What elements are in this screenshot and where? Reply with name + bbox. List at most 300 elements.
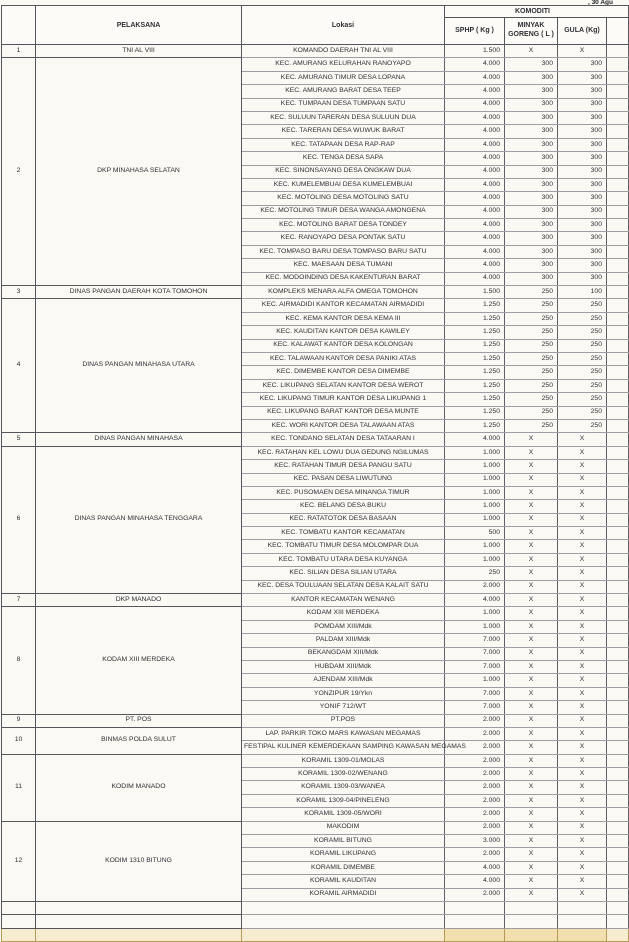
sphp-cell: 1.250 (445, 419, 505, 432)
header-extra-column (607, 18, 629, 45)
gula-cell: X (558, 821, 607, 834)
minyak-goreng-cell: X (505, 768, 558, 781)
sphp-cell: 2.000 (445, 888, 505, 901)
lokasi-cell: KORAMIL 1309-02/WENANG (242, 768, 445, 781)
sphp-cell: 2.000 (445, 808, 505, 821)
lokasi-cell: KORAMIL BITUNG (242, 835, 445, 848)
extra-cell (607, 647, 629, 660)
extra-cell (607, 714, 629, 727)
minyak-goreng-cell: 250 (505, 299, 558, 312)
extra-cell (607, 152, 629, 165)
lokasi-cell: KEC. MAESAAN DESA TUMANI (242, 259, 445, 272)
gula-cell: 300 (558, 152, 607, 165)
gula-cell (558, 915, 607, 928)
sphp-cell: 4.000 (445, 205, 505, 218)
sphp-cell: 4.000 (445, 138, 505, 151)
sphp-cell: 1.250 (445, 312, 505, 325)
minyak-goreng-cell: 300 (505, 58, 558, 71)
gula-cell: X (558, 540, 607, 553)
gula-cell: X (558, 486, 607, 499)
sphp-cell: 1.000 (445, 607, 505, 620)
sphp-cell: 1.250 (445, 379, 505, 392)
lokasi-cell: POMDAM XIII/Mdk (242, 620, 445, 633)
gula-cell: 300 (558, 58, 607, 71)
minyak-goreng-cell: X (505, 647, 558, 660)
gula-cell: X (558, 875, 607, 888)
lokasi-cell: KEC. TATAPAAN DESA RAP-RAP (242, 138, 445, 151)
sphp-cell: 4.000 (445, 71, 505, 84)
lokasi-cell: KEC. BELANG DESA BUKU (242, 500, 445, 513)
gula-cell: X (558, 607, 607, 620)
gula-cell (558, 902, 607, 915)
pelaksana-cell (36, 902, 242, 915)
sphp-cell: 1.500 (445, 286, 505, 299)
extra-cell (607, 71, 629, 84)
lokasi-cell: KEC. AMURANG TIMUR DESA LOPANA (242, 71, 445, 84)
lokasi-cell: KEC. MODOINDING DESA KAKENTURAN BARAT (242, 272, 445, 285)
minyak-goreng-cell: 300 (505, 125, 558, 138)
extra-cell (607, 205, 629, 218)
minyak-goreng-cell: 300 (505, 259, 558, 272)
lokasi-cell: KEC. TOMBATU UTARA DESA KUYANGA (242, 553, 445, 566)
sphp-cell: 7.000 (445, 634, 505, 647)
sphp-cell: 4.000 (445, 165, 505, 178)
lokasi-cell: KANTOR KECAMATAN WENANG (242, 594, 445, 607)
gula-cell: 300 (558, 111, 607, 124)
lokasi-cell: KEC. RANOYAPO DESA PONTAK SATU (242, 232, 445, 245)
lokasi-cell: KEC. TOMBATU TIMUR DESA MOLOMPAR DUA (242, 540, 445, 553)
extra-cell (607, 701, 629, 714)
header-minyak-goreng: MINYAK GORENG ( L ) (505, 18, 558, 45)
extra-cell (607, 419, 629, 432)
extra-cell (607, 768, 629, 781)
minyak-goreng-cell: 250 (505, 326, 558, 339)
gula-cell: 300 (558, 272, 607, 285)
extra-cell (607, 540, 629, 553)
gula-cell: X (558, 674, 607, 687)
sphp-cell: 4.000 (445, 861, 505, 874)
extra-cell (607, 928, 629, 941)
sphp-cell: 1.250 (445, 366, 505, 379)
gula-cell: X (558, 460, 607, 473)
minyak-goreng-cell: X (505, 861, 558, 874)
sphp-cell: 7.000 (445, 660, 505, 673)
minyak-goreng-cell: 300 (505, 178, 558, 191)
minyak-goreng-cell: 250 (505, 379, 558, 392)
sphp-cell: 4.000 (445, 245, 505, 258)
minyak-goreng-cell: X (505, 540, 558, 553)
sphp-cell: 1.250 (445, 339, 505, 352)
gula-cell: 250 (558, 339, 607, 352)
page-top-note: , 30 Agu (587, 0, 613, 6)
empty-row (2, 915, 629, 928)
lokasi-cell: KORAMIL 1309-01/MOLAS (242, 754, 445, 767)
gula-cell: X (558, 647, 607, 660)
minyak-goreng-cell: X (505, 473, 558, 486)
sphp-cell: 1.250 (445, 393, 505, 406)
extra-cell (607, 727, 629, 740)
minyak-goreng-cell: X (505, 634, 558, 647)
extra-cell (607, 687, 629, 700)
pelaksana-cell: DINAS PANGAN DAERAH KOTA TOMOHON (36, 286, 242, 299)
sphp-cell: 4.000 (445, 594, 505, 607)
minyak-goreng-cell: 250 (505, 352, 558, 365)
row-number-cell: 7 (2, 594, 36, 607)
table-row (2, 286, 629, 299)
gula-cell: 250 (558, 419, 607, 432)
minyak-goreng-cell: 300 (505, 219, 558, 232)
sphp-cell: 2.000 (445, 741, 505, 754)
extra-cell (607, 861, 629, 874)
minyak-goreng-cell: X (505, 45, 558, 58)
minyak-goreng-cell: X (505, 594, 558, 607)
lokasi-cell: AJENDAM XIII/Mdk (242, 674, 445, 687)
table-row (2, 58, 629, 71)
extra-cell (607, 794, 629, 807)
row-number-cell: 9 (2, 714, 36, 727)
sphp-cell: 7.000 (445, 701, 505, 714)
minyak-goreng-cell: 300 (505, 138, 558, 151)
sphp-cell: 4.000 (445, 98, 505, 111)
row-number-cell (2, 915, 36, 928)
lokasi-cell: KEC. AIRMADIDI KANTOR KECAMATAN AIRMADIDI (242, 299, 445, 312)
extra-cell (607, 620, 629, 633)
gula-cell: 300 (558, 205, 607, 218)
lokasi-cell: KORAMIL DIMEMBE (242, 861, 445, 874)
sphp-cell: 7.000 (445, 687, 505, 700)
gula-cell: 300 (558, 71, 607, 84)
lokasi-cell: KEC. AMURANG KELURAHAN RANOYAPO (242, 58, 445, 71)
extra-cell (607, 433, 629, 446)
gula-cell: X (558, 754, 607, 767)
extra-cell (607, 875, 629, 888)
sphp-cell: 2.000 (445, 754, 505, 767)
row-number-cell (2, 928, 36, 941)
sphp-cell: 3.000 (445, 835, 505, 848)
minyak-goreng-cell: 250 (505, 406, 558, 419)
lokasi-cell: KEC. SULUUN TARERAN DESA SULUUN DUA (242, 111, 445, 124)
extra-cell (607, 848, 629, 861)
gula-cell: X (558, 660, 607, 673)
sphp-cell: 2.000 (445, 768, 505, 781)
sphp-cell: 2.000 (445, 714, 505, 727)
gula-cell: 250 (558, 379, 607, 392)
minyak-goreng-cell: 300 (505, 232, 558, 245)
minyak-goreng-cell (505, 915, 558, 928)
row-number-cell: 5 (2, 433, 36, 446)
row-number-cell: 1 (2, 45, 36, 58)
minyak-goreng-cell: X (505, 888, 558, 901)
minyak-goreng-cell: X (505, 875, 558, 888)
extra-cell (607, 406, 629, 419)
gula-cell: X (558, 714, 607, 727)
minyak-goreng-cell: 300 (505, 192, 558, 205)
sphp-cell: 7.000 (445, 647, 505, 660)
extra-cell (607, 339, 629, 352)
lokasi-cell: KEC. RATAHAN TIMUR DESA PANGU SATU (242, 460, 445, 473)
gula-cell: X (558, 808, 607, 821)
sphp-cell: 4.000 (445, 178, 505, 191)
extra-cell (607, 460, 629, 473)
lokasi-cell: KORAMIL KAUDITAN (242, 875, 445, 888)
sphp-cell: 1.250 (445, 406, 505, 419)
minyak-goreng-cell: X (505, 821, 558, 834)
minyak-goreng-cell: X (505, 513, 558, 526)
sphp-cell: 4.000 (445, 232, 505, 245)
extra-cell (607, 915, 629, 928)
minyak-goreng-cell: 250 (505, 286, 558, 299)
sphp-cell: 2.000 (445, 821, 505, 834)
gula-cell: X (558, 567, 607, 580)
extra-cell (607, 902, 629, 915)
distribution-table (1, 5, 629, 942)
header-pelaksana: PELAKSANA (36, 6, 242, 45)
minyak-goreng-cell: 300 (505, 272, 558, 285)
lokasi-cell: KEC. DIMEMBE KANTOR DESA DIMEMBE (242, 366, 445, 379)
gula-cell: 300 (558, 125, 607, 138)
empty-row (2, 902, 629, 915)
lokasi-cell: YONZIPUR 19/Ykn (242, 687, 445, 700)
sphp-cell: 1.500 (445, 45, 505, 58)
extra-cell (607, 286, 629, 299)
sphp-cell: 1.000 (445, 674, 505, 687)
minyak-goreng-cell: X (505, 781, 558, 794)
lokasi-cell: KEC. TUMPAAN DESA TUMPAAN SATU (242, 98, 445, 111)
lokasi-cell: KEC. MOTOLING BARAT DESA TONDEY (242, 219, 445, 232)
gula-cell: 300 (558, 165, 607, 178)
gula-cell: X (558, 835, 607, 848)
pelaksana-cell: DKP MINAHASA SELATAN (36, 58, 242, 286)
row-number-cell: 10 (2, 727, 36, 754)
table-row (2, 821, 629, 834)
gula-cell: X (558, 781, 607, 794)
sphp-cell: 2.000 (445, 580, 505, 593)
table-row (2, 299, 629, 312)
gula-cell: X (558, 687, 607, 700)
minyak-goreng-cell: 300 (505, 111, 558, 124)
sphp-cell: 4.000 (445, 272, 505, 285)
lokasi-cell: PALDAM XIII/Mdk (242, 634, 445, 647)
minyak-goreng-cell: X (505, 527, 558, 540)
gula-cell: X (558, 634, 607, 647)
minyak-goreng-cell: X (505, 727, 558, 740)
minyak-goreng-cell: 250 (505, 366, 558, 379)
gula-cell: 250 (558, 326, 607, 339)
header-sphp: SPHP ( Kg ) (445, 18, 505, 45)
gula-cell: 300 (558, 232, 607, 245)
minyak-goreng-cell: X (505, 701, 558, 714)
sphp-cell: 1.000 (445, 446, 505, 459)
sphp-cell: 250 (445, 567, 505, 580)
minyak-goreng-cell: X (505, 567, 558, 580)
sphp-cell: 1.000 (445, 513, 505, 526)
minyak-goreng-cell (505, 902, 558, 915)
sphp-cell: 2.000 (445, 727, 505, 740)
gula-cell: X (558, 45, 607, 58)
pelaksana-cell: DKP MANADO (36, 594, 242, 607)
pelaksana-cell: KODIM MANADO (36, 754, 242, 821)
minyak-goreng-cell: X (505, 754, 558, 767)
gula-cell: X (558, 580, 607, 593)
lokasi-cell: KOMPLEKS MENARA ALFA OMEGA TOMOHON (242, 286, 445, 299)
sphp-cell: 1.250 (445, 352, 505, 365)
lokasi-cell: KEC. WORI KANTOR DESA TALAWAAN ATAS (242, 419, 445, 432)
gula-cell: X (558, 446, 607, 459)
minyak-goreng-cell: X (505, 500, 558, 513)
table-body (2, 45, 629, 942)
extra-cell (607, 259, 629, 272)
extra-cell (607, 808, 629, 821)
lokasi-cell: KEC. KAUDITAN KANTOR DESA KAWILEY (242, 326, 445, 339)
lokasi-cell: MAKODIM (242, 821, 445, 834)
extra-cell (607, 527, 629, 540)
minyak-goreng-cell: X (505, 794, 558, 807)
lokasi-cell (242, 915, 445, 928)
sphp-cell: 2.000 (445, 848, 505, 861)
lokasi-cell: KORAMIL 1309-04/PINELENG (242, 794, 445, 807)
extra-cell (607, 607, 629, 620)
lokasi-cell: KEC. TOMPASO BARU DESA TOMPASO BARU SATU (242, 245, 445, 258)
lokasi-cell: KODAM XIII MERDEKA (242, 607, 445, 620)
sphp-cell: 2.000 (445, 794, 505, 807)
gula-cell: X (558, 527, 607, 540)
lokasi-cell: HUBDAM XIII/Mdk (242, 660, 445, 673)
gula-cell: X (558, 513, 607, 526)
minyak-goreng-cell: X (505, 848, 558, 861)
lokasi-cell: KEC. RATATOTOK DESA BASAAN (242, 513, 445, 526)
gula-cell: X (558, 861, 607, 874)
gula-cell: X (558, 768, 607, 781)
sphp-cell: 4.000 (445, 85, 505, 98)
minyak-goreng-cell (505, 928, 558, 941)
sphp-cell (445, 928, 505, 941)
lokasi-cell: KEC. KEMA KANTOR DESA KEMA III (242, 312, 445, 325)
minyak-goreng-cell: X (505, 620, 558, 633)
minyak-goreng-cell: 250 (505, 312, 558, 325)
minyak-goreng-cell: X (505, 808, 558, 821)
lokasi-cell: KEC. TALAWAAN KANTOR DESA PANIKI ATAS (242, 352, 445, 365)
lokasi-cell: KEC. KALAWAT KANTOR DESA KOLONGAN (242, 339, 445, 352)
gula-cell: 300 (558, 259, 607, 272)
extra-cell (607, 312, 629, 325)
gula-cell: 250 (558, 406, 607, 419)
row-number-cell: 2 (2, 58, 36, 286)
lokasi-cell: KEC. PUSOMAEN DESA MINANGA TIMUR (242, 486, 445, 499)
gula-cell: 300 (558, 85, 607, 98)
sphp-cell (445, 915, 505, 928)
extra-cell (607, 232, 629, 245)
extra-cell (607, 634, 629, 647)
extra-cell (607, 98, 629, 111)
lokasi-cell: KEC. AMURANG BARAT DESA TEEP (242, 85, 445, 98)
minyak-goreng-cell: 250 (505, 339, 558, 352)
minyak-goreng-cell: X (505, 714, 558, 727)
gula-cell: 250 (558, 352, 607, 365)
extra-cell (607, 138, 629, 151)
minyak-goreng-cell: 300 (505, 152, 558, 165)
header-lokasi: Lokasi (242, 6, 445, 45)
lokasi-cell: KEC. LIKUPANG TIMUR KANTOR DESA LIKUPANG 1 (242, 393, 445, 406)
lokasi-cell: KORAMIL LIKUPANG (242, 848, 445, 861)
gula-cell: X (558, 848, 607, 861)
gula-cell: X (558, 553, 607, 566)
minyak-goreng-cell: X (505, 446, 558, 459)
sphp-cell: 1.250 (445, 326, 505, 339)
table-row (2, 594, 629, 607)
extra-cell (607, 553, 629, 566)
table-row (2, 433, 629, 446)
extra-cell (607, 580, 629, 593)
lokasi-cell: KEC. RATAHAN KEL LOWU DUA GEDUNG NGILUMAS (242, 446, 445, 459)
minyak-goreng-cell: X (505, 660, 558, 673)
gula-cell: X (558, 794, 607, 807)
lokasi-cell: KEC. SINONSAYANG DESA ONGKAW DUA (242, 165, 445, 178)
sphp-cell: 4.000 (445, 875, 505, 888)
extra-cell (607, 379, 629, 392)
minyak-goreng-cell: X (505, 553, 558, 566)
table-header (2, 6, 629, 45)
extra-cell (607, 473, 629, 486)
pelaksana-cell: PT. POS (36, 714, 242, 727)
extra-cell (607, 486, 629, 499)
minyak-goreng-cell: X (505, 433, 558, 446)
header-gula: GULA (Kg) (558, 18, 607, 45)
extra-cell (607, 674, 629, 687)
sphp-cell (445, 902, 505, 915)
lokasi-cell: KEC. TOMBATU KANTOR KECAMATAN (242, 527, 445, 540)
row-number-cell: 6 (2, 446, 36, 593)
minyak-goreng-cell: X (505, 486, 558, 499)
sphp-cell: 4.000 (445, 152, 505, 165)
table-row (2, 714, 629, 727)
gula-cell: X (558, 473, 607, 486)
minyak-goreng-cell: 250 (505, 419, 558, 432)
minyak-goreng-cell: X (505, 607, 558, 620)
gula-cell: X (558, 701, 607, 714)
pelaksana-cell: TNI AL VIII (36, 45, 242, 58)
extra-cell (607, 513, 629, 526)
extra-cell (607, 888, 629, 901)
gula-cell: X (558, 433, 607, 446)
gula-cell: 250 (558, 393, 607, 406)
row-number-cell: 12 (2, 821, 36, 901)
minyak-goreng-cell: 300 (505, 205, 558, 218)
minyak-goreng-cell: 300 (505, 245, 558, 258)
minyak-goreng-cell: X (505, 835, 558, 848)
extra-cell (607, 594, 629, 607)
row-number-cell: 8 (2, 607, 36, 714)
row-number-cell (2, 902, 36, 915)
extra-cell (607, 567, 629, 580)
minyak-goreng-cell: 300 (505, 98, 558, 111)
pelaksana-cell: KODAM XIII MERDEKA (36, 607, 242, 714)
gula-cell: 300 (558, 245, 607, 258)
extra-cell (607, 85, 629, 98)
extra-cell (607, 754, 629, 767)
sphp-cell: 1.000 (445, 500, 505, 513)
lokasi-cell: KEC. SILIAN DESA SILIAN UTARA (242, 567, 445, 580)
gula-cell: 250 (558, 366, 607, 379)
sphp-cell: 1.250 (445, 299, 505, 312)
sphp-cell: 500 (445, 527, 505, 540)
sphp-cell: 1.000 (445, 460, 505, 473)
table-row (2, 446, 629, 459)
extra-cell (607, 326, 629, 339)
sphp-cell: 4.000 (445, 219, 505, 232)
sphp-cell: 2.000 (445, 781, 505, 794)
extra-cell (607, 111, 629, 124)
lokasi-cell: KEC. TARERAN DESA WUWUK BARAT (242, 125, 445, 138)
